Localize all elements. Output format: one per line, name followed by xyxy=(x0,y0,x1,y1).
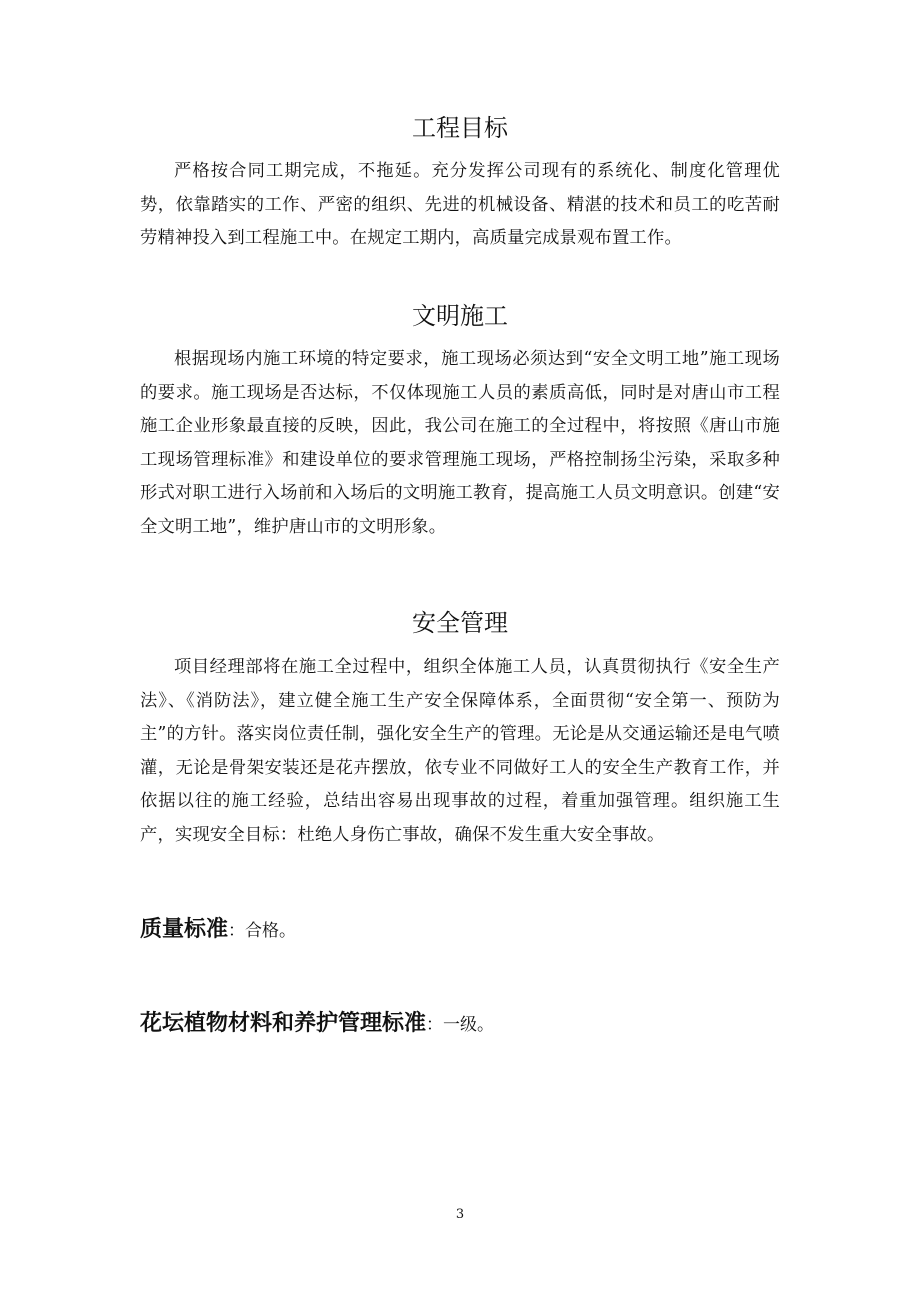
maintenance-standard-label: 花坛植物材料和养护管理标准 xyxy=(140,1011,427,1036)
quality-standard-label: 质量标准 xyxy=(140,917,229,942)
maintenance-standard-line xyxy=(140,1008,800,1041)
quality-standard-value: 合格。 xyxy=(245,921,297,941)
section-heading-project-goal: 工程目标 xyxy=(412,114,508,142)
quality-standard-colon: ： xyxy=(228,921,246,941)
section-body-civilized-construction: 根据现场内施工环境的特定要求，施工现场必须达到“安全文明工地”施工现场的要求。施工现场是否达标，不仅体现施工人员的素质高低，同时是对唐山市工程施工企业形象最直接的反映，因此，我公司在施工的全过程中，将按照《唐山市施工现场管理标准》和建设单位的要求管理施工现场，严格控制扬尘污染，采取多种形式对职工进行入场前和入场后的文明施工教育，提高施工人员文明意识。创建“安全文明工地”，维护唐山市的文明形象。 xyxy=(140,349,780,537)
section-heading-civilized-construction: 文明施工 xyxy=(412,302,508,330)
quality-standard-line xyxy=(140,914,800,947)
maintenance-standard-colon: ： xyxy=(426,1015,444,1035)
section-heading-safety-management: 安全管理 xyxy=(412,609,508,637)
page-number: 3 xyxy=(455,1207,465,1222)
section-body-safety-management: 项目经理部将在施工全过程中，组织全体施工人员，认真贯彻执行《安全生产法》、《消防法》，建立健全施工生产安全保障体系，全面贯彻“安全第一、预防为主”的方针。落实岗位责任制，强化安全生产的管理。无论是从交通运输还是电气喷灌，无论是骨架安装还是花卉摆放，依专业不同做好工人的安全生产教育工作，并依据以往的施工经验，总结出容易出现事故的过程，着重加强管理。组织施工生产，实现安全目标：杜绝人身伤亡事故，确保不发生重大安全事故。 xyxy=(140,657,780,845)
section-body-project-goal: 严格按合同工期完成，不拖延。充分发挥公司现有的系统化、制度化管理优势，依靠踏实的工作、严密的组织、先进的机械设备、精湛的技术和员工的吃苦耐劳精神投入到工程施工中。在规定工期内，高质量完成景观布置工作。 xyxy=(140,161,780,248)
maintenance-standard-value: 一级。 xyxy=(443,1015,495,1035)
